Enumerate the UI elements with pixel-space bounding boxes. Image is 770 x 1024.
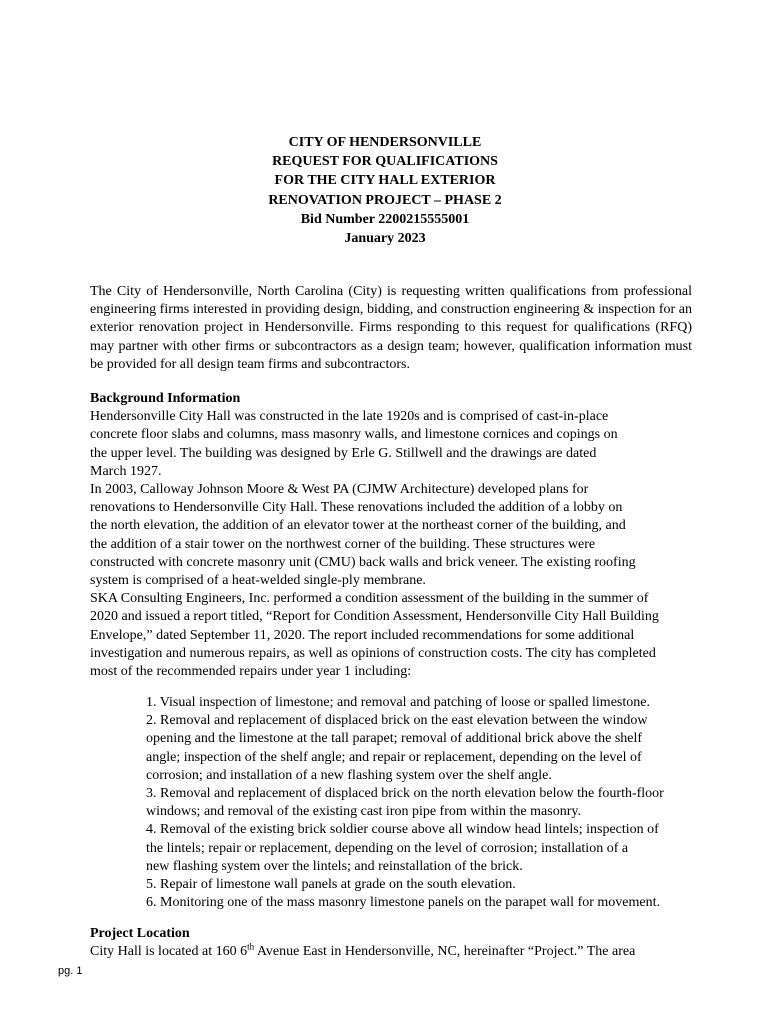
background-line: Envelope,” dated September 11, 2020. The report included recommendations for some additional (90, 627, 635, 643)
list-item: corrosion; and installation of a new flashing system over the shelf angle. (146, 767, 552, 783)
location-heading: Project Location (90, 926, 190, 941)
ordinal-superscript: th (247, 941, 255, 952)
list-item: new flashing system over the lintels; and reinstallation of the brick. (146, 858, 523, 874)
title-line: FOR THE CITY HALL EXTERIOR (274, 173, 496, 189)
list-item: opening and the limestone at the tall parapet; removal of additional brick above the shelf (146, 731, 643, 747)
list-item: 6. Monitoring one of the mass masonry limestone panels on the parapet wall for movement. (146, 895, 660, 911)
list-item: 4. Removal of the existing brick soldier course above all window head lintels; inspection of (146, 822, 659, 838)
intro-paragraph: The City of Hendersonville, North Carolina (City) is requesting written qualifications from professional engineering firms interested in providing design, bidding, and construction engineering & inspection for an exterior renovation project in Hendersonville. Firms responding to this request for qualifications (RFQ) may partner with other firms or subcontractors as a design team; however, qualification information must be provided for all design team firms and subcontractors. (90, 284, 692, 372)
background-line: SKA Consulting Engineers, Inc. performed a condition assessment of the building in the summer of (90, 591, 649, 607)
page-number: pg. 1 (58, 965, 83, 977)
list-item: 1. Visual inspection of limestone; and removal and patching of loose or spalled limestone. (146, 695, 650, 710)
background-line: most of the recommended repairs under year 1 including: (90, 664, 412, 680)
background-line: the upper level. The building was designed by Erle G. Stillwell and the drawings are dated (90, 445, 597, 461)
background-line: constructed with concrete masonry unit (CMU) back walls and brick veneer. The existing roofing (90, 554, 636, 570)
title-line: CITY OF HENDERSONVILLE (288, 135, 482, 150)
title-line: REQUEST FOR QUALIFICATIONS (272, 154, 498, 170)
location-text-end: Avenue East in Hendersonville, NC, hereinafter “Project.” The area (254, 944, 636, 960)
background-section (90, 390, 692, 681)
bid-number: Bid Number 2200215555001 (300, 211, 470, 227)
background-line: 2020 and issued a report titled, “Report for Condition Assessment, Hendersonville City Hall Building (90, 609, 659, 625)
document-date: January 2023 (344, 231, 426, 247)
list-item: 3. Removal and replacement of displaced brick on the north elevation below the fourth-floor (146, 786, 664, 802)
list-item: 2. Removal and replacement of displaced brick on the east elevation between the window (146, 713, 648, 729)
title-line: RENOVATION PROJECT – PHASE 2 (268, 192, 502, 208)
repairs-list (146, 694, 716, 912)
location-section (90, 925, 692, 961)
background-line: the addition of a stair tower on the northwest corner of the building. These structures were (90, 536, 596, 552)
background-line: the north elevation, the addition of an elevator tower at the northeast corner of the building, and (90, 518, 626, 534)
background-line: Hendersonville City Hall was constructed in the late 1920s and is comprised of cast-in-place (90, 409, 609, 425)
background-line: system is comprised of a heat-welded single-ply membrane. (90, 573, 426, 589)
list-item: the lintels; repair or replacement, depending on the level of corrosion; installation of a (146, 840, 629, 856)
document-title (0, 133, 770, 248)
list-item: 5. Repair of limestone wall panels at grade on the south elevation. (146, 877, 516, 893)
location-text-start: City Hall is located at 160 6 (90, 944, 248, 960)
background-line: renovations to Hendersonville City Hall. These renovations included the addition of a lobby on (90, 500, 623, 516)
background-line: investigation and numerous repairs, as well as opinions of construction costs. The city has completed (90, 645, 656, 661)
background-line: concrete floor slabs and columns, mass masonry walls, and limestone cornices and copings on (90, 427, 618, 443)
list-item: windows; and removal of the existing cast iron pipe from within the masonry. (146, 804, 581, 820)
background-heading: Background Information (90, 391, 241, 406)
background-line: March 1927. (90, 463, 162, 479)
list-item: angle; inspection of the shelf angle; and repair or replacement, depending on the level of (146, 749, 642, 765)
background-line: In 2003, Calloway Johnson Moore & West PA (CJMW Architecture) developed plans for (90, 482, 589, 498)
location-line (90, 943, 692, 961)
